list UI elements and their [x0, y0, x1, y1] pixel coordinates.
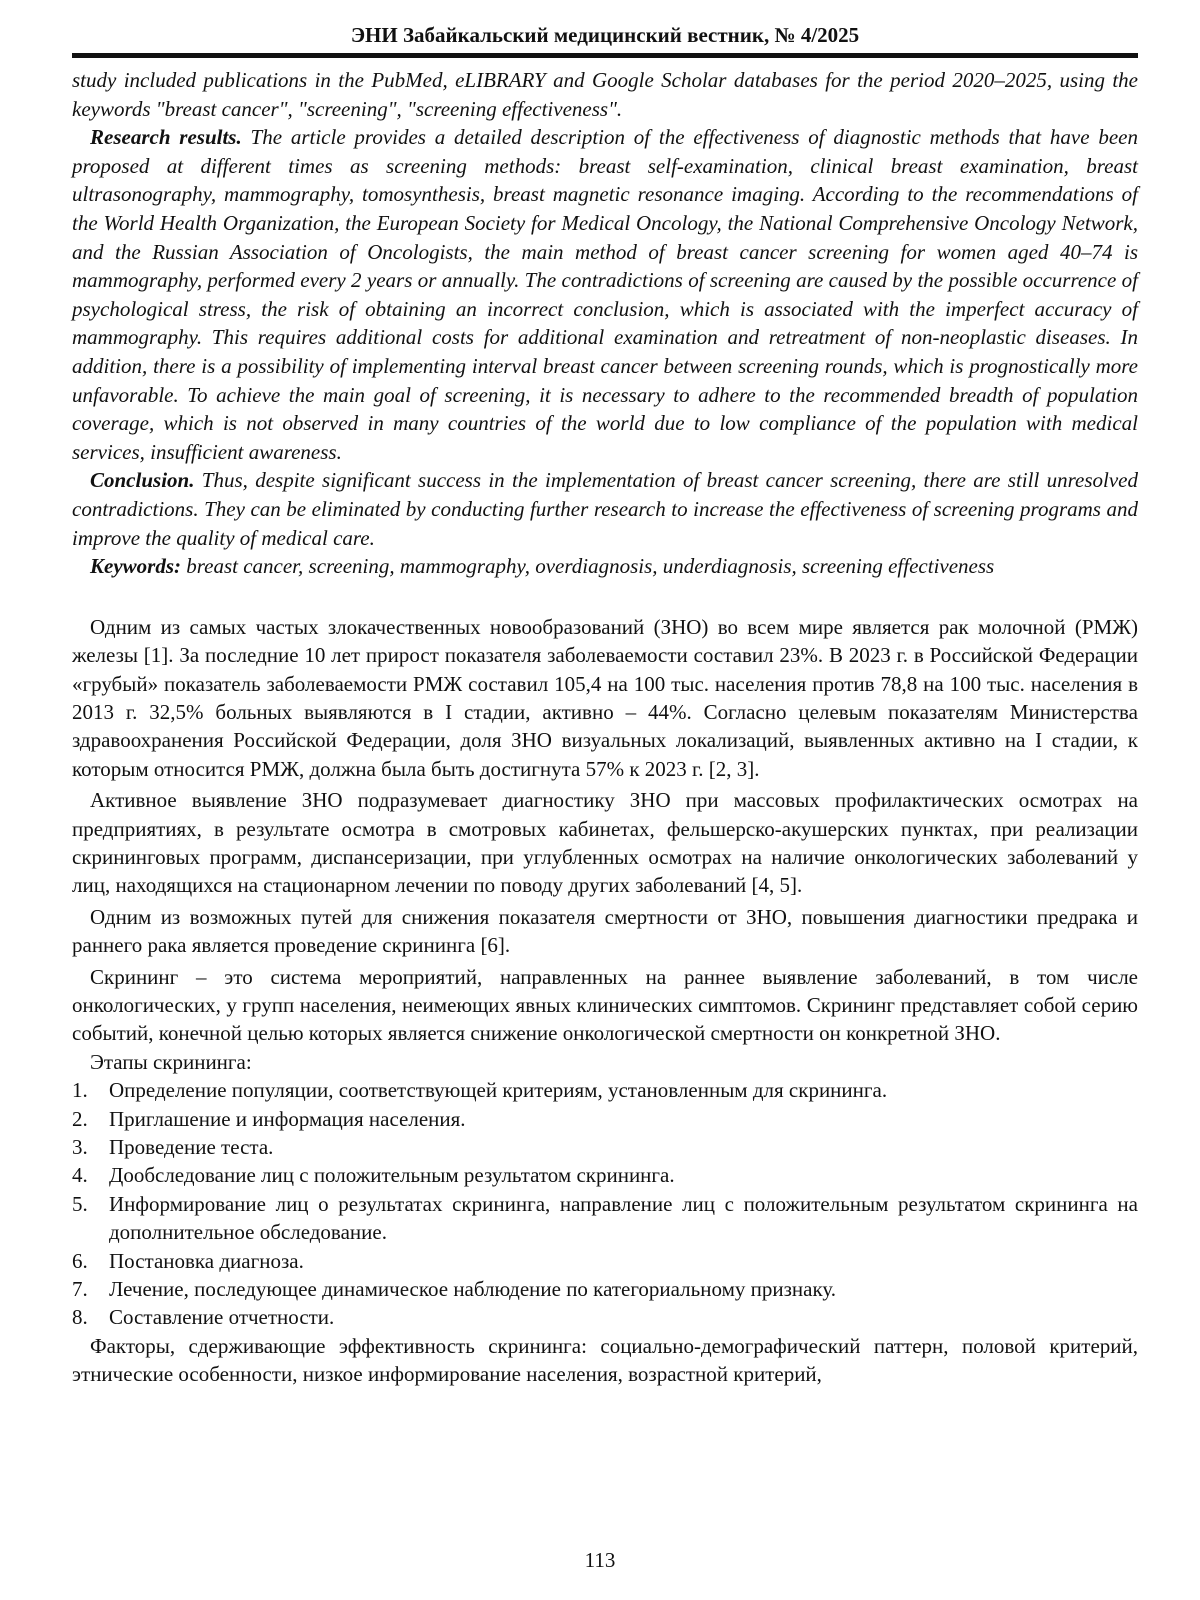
english-abstract — [72, 66, 1138, 581]
conclusion-label: Conclusion. — [90, 468, 195, 493]
journal-header: ЭНИ Забайкальский медицинский вестник, № 4/2025 — [350, 23, 860, 47]
list-item-number: 7. — [72, 1277, 88, 1302]
list-item — [72, 1133, 1138, 1161]
abstract-results — [72, 123, 1138, 466]
list-item-number: 6. — [72, 1248, 88, 1273]
list-item-text: Дообследование лиц с положительным результатом скрининга. — [109, 1163, 675, 1188]
results-label: Research results. — [90, 125, 242, 150]
list-item-text: Проведение теста. — [109, 1135, 274, 1159]
abstract-conclusion — [72, 466, 1138, 552]
list-item — [72, 1303, 1138, 1331]
list-item — [72, 1105, 1138, 1133]
header-rule — [72, 53, 1138, 58]
list-item — [72, 1275, 1138, 1303]
paragraph-3: Одним из возможных путей для снижения показателя смертности от ЗНО, повышения диагностики предрака и раннего рака является проведение скрининга [6]. — [72, 904, 1138, 958]
conclusion-text: Thus, despite significant success in the implementation of breast cancer screening, there are still unresolved contradictions. They can be eliminated by conducting further research to increase the effectiveness of screening programs and improve the quality of medical care. — [72, 468, 1138, 550]
list-item-text: Лечение, последующее динамическое наблюдение по категориальному признаку. — [109, 1277, 836, 1302]
results-text: The article provides a detailed description of the effectiveness of diagnostic methods that have been proposed at different times as screening methods: breast self-examination, clinical breast examination, breast ultrasonography, mammography, tomosynthesis, breast magnetic resonance imaging. According to the recommendations of the World Health Organization, the European Society for Medical Oncology, the National Comprehensive Oncology Network, and the Russian Association of Oncologists, the main method of breast cancer screening for women aged 40–74 is mammography, performed every 2 years or annually. The contradictions of screening are caused by the possible occurrence of psychological stress, the risk of obtaining an incorrect conclusion, which is associated with the imperfect accuracy of mammography. This requires additional costs for additional examination and retreatment of non-neoplastic diseases. In addition, there is a possibility of implementing interval breast cancer between screening rounds, which is prognostically more unfavorable. To achieve the main goal of screening, it is necessary to adhere to the recommended breadth of population coverage, which is not observed in many countries of the world due to low compliance of the population with medical services, insufficient awareness. — [72, 125, 1138, 464]
list-item-text: Приглашение и информация населения. — [109, 1106, 466, 1131]
article-body — [72, 613, 1138, 1389]
list-item — [72, 1076, 1138, 1104]
list-item — [72, 1161, 1138, 1189]
keywords-label: Keywords: — [90, 554, 181, 579]
steps-title: Этапы скрининга: — [90, 1049, 252, 1074]
list-item — [72, 1247, 1138, 1275]
list-item-text: Определение популяции, соответствующей критериям, установленным для скрининга. — [109, 1078, 888, 1103]
paragraph-5: Факторы, сдерживающие эффективность скрининга: социально-демографический паттерн, половой критерий, этнические особенности, низкое информирование населения, возрастной критерий, — [72, 1333, 1138, 1387]
list-item-number: 8. — [72, 1305, 88, 1330]
list-item-number: 5. — [72, 1191, 88, 1216]
page-number: 113 — [584, 1548, 616, 1572]
list-item-number: 4. — [72, 1163, 88, 1188]
paragraph-1: Одним из самых частых злокачественных новообразований (ЗНО) во всем мире является рак молочной (РМЖ) железы [1]. За последние 10 лет прирост показателя заболеваемости составил 23%. В 2023 г. в Российской Федерации «грубый» показатель заболеваемости РМЖ составил 105,4 на 100 тыс. населения против 78,8 на 100 тыс. населения в 2013 г. 32,5% больных выявляются в I стадии, активно – 44%. Согласно целевым показателям Министерства здравоохранения Российской Федерации, доля ЗНО визуальных локализаций, выявленных активно на I стадии, к которым относится РМЖ, должна была быть достигнута 57% к 2023 г. [2, 3]. — [72, 614, 1138, 781]
screening-steps-list — [72, 1076, 1138, 1332]
list-item-text: Составление отчетности. — [109, 1305, 335, 1330]
list-item-text: Информирование лиц о результатах скрининга, направление лиц с положительным результатом скрининга на дополнительное обследование. — [109, 1191, 1138, 1245]
journal-page — [72, 22, 1138, 1389]
paragraph-4: Скрининг – это система мероприятий, направленных на раннее выявление заболеваний, в том числе онкологических, у групп населения, неимеющих явных клинических симптомов. Скрининг представляет собой серию событий, конечной целью которых является снижение онкологической смертности он конкретной ЗНО. — [72, 964, 1138, 1046]
list-item-text: Постановка диагноза. — [109, 1248, 304, 1273]
list-item — [72, 1190, 1138, 1247]
keywords-text: breast cancer, screening, mammography, overdiagnosis, underdiagnosis, screening effectiveness — [186, 554, 995, 579]
paragraph-2: Активное выявление ЗНО подразумевает диагностику ЗНО при массовых профилактических осмотрах на предприятиях, в результате осмотра в смотровых кабинетах, фельшерско-акушерских пунктах, при реализации скрининговых программ, диспансеризации, при углубленных осмотрах на наличие онкологических заболеваний у лиц, находящихся на стационарном лечении по поводу других заболеваний [4, 5]. — [72, 788, 1138, 898]
list-item-number: 3. — [72, 1135, 88, 1159]
list-item-number: 1. — [72, 1078, 88, 1103]
list-item-number: 2. — [72, 1106, 88, 1131]
abstract-methods-tail: study included publications in the PubMed, eLIBRARY and Google Scholar databases for the period 2020–2025, using the keywords "breast cancer", "screening", "screening effectiveness". — [72, 68, 1138, 121]
abstract-keywords — [72, 552, 1138, 581]
